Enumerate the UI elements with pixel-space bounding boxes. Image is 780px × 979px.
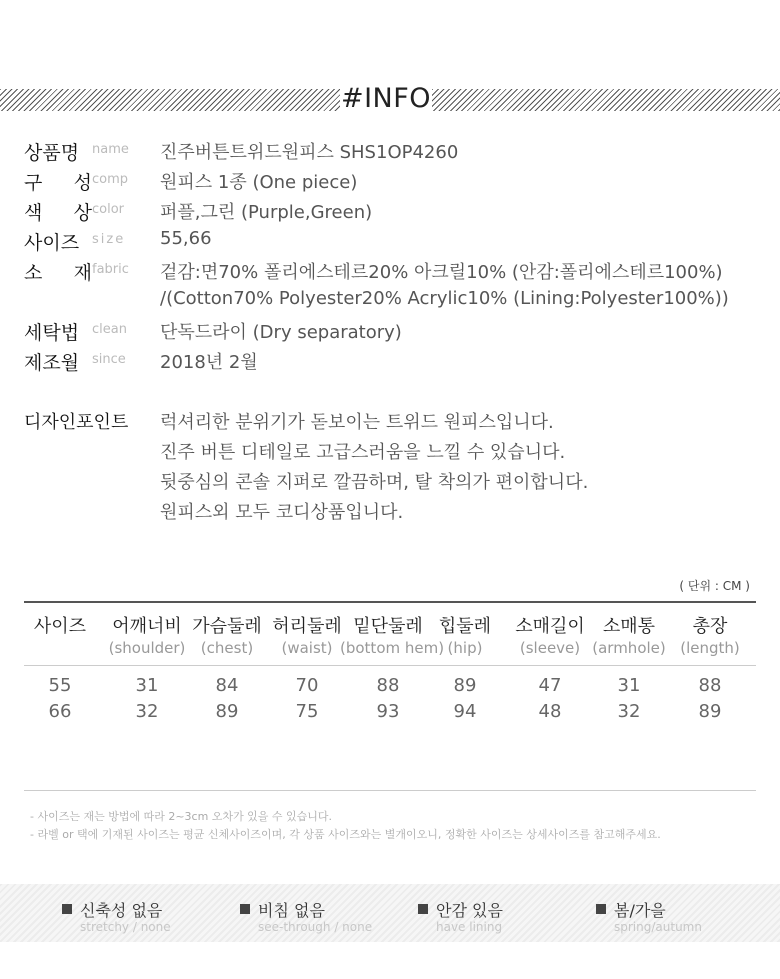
size-col-subheader: (armhole) <box>592 639 666 657</box>
spec-value: 겉감:면70% 폴리에스테르20% 아크릴10% (안감:폴리에스테르100%) <box>160 262 723 283</box>
design-points-label: 디자인포인트 <box>24 412 129 433</box>
size-cell: 75 <box>295 701 319 722</box>
size-col-subheader: (chest) <box>200 639 254 657</box>
feature-sublabel: spring/autumn <box>614 920 702 934</box>
size-unit: ( 단위 : CM ) <box>679 579 750 593</box>
size-col-header: 허리둘레 <box>272 616 342 637</box>
feature-sublabel: see-through / none <box>258 920 373 934</box>
square-bullet-icon <box>596 904 606 914</box>
size-cell: 89 <box>453 675 477 696</box>
size-col-subheader: (shoulder) <box>108 639 186 657</box>
square-bullet-icon <box>240 904 250 914</box>
size-cell: 89 <box>698 701 722 722</box>
spec-value-continued: /(Cotton70% Polyester20% Acrylic10% (Lining:Polyester100%)) <box>160 288 729 309</box>
size-cell: 94 <box>453 701 477 722</box>
size-col-header: 사이즈 <box>33 616 87 637</box>
size-cell: 88 <box>376 675 400 696</box>
spec-label: 세탁법 <box>24 322 80 344</box>
size-cell: 32 <box>135 701 159 722</box>
design-point-line: 진주 버튼 디테일로 고급스러움을 느낄 수 있습니다. <box>160 442 566 463</box>
size-cell: 70 <box>295 675 319 696</box>
spec-value: 원피스 1종 (One piece) <box>160 172 358 193</box>
size-col-subheader: (sleeve) <box>519 639 581 657</box>
size-cell: 89 <box>215 701 239 722</box>
header-stripes-right <box>432 89 780 111</box>
size-cell: 84 <box>215 675 239 696</box>
design-point-line: 뒷중심의 콘솔 지퍼로 깔끔하며, 탈 착의가 편이합니다. <box>160 472 589 493</box>
note-line: - 사이즈는 재는 방법에 따라 2~3cm 오차가 있을 수 있습니다. <box>30 810 333 823</box>
size-table-divider <box>24 665 756 666</box>
spec-value: 진주버튼트위드원피스 SHS1OP4260 <box>160 142 459 163</box>
spec-label: 제조월 <box>24 352 80 374</box>
spec-label: 사이즈 <box>24 232 80 254</box>
size-col-header: 밑단둘레 <box>353 616 423 637</box>
spec-sublabel: clean <box>92 322 127 337</box>
size-cell: 31 <box>617 675 641 696</box>
size-cell: 31 <box>135 675 159 696</box>
note-line: - 라벨 or 택에 기재된 사이즈는 평균 신체사이즈이며, 각 상품 사이즈와는 별개이오니, 정확한 사이즈는 상세사이즈를 참고해주세요. <box>30 828 661 841</box>
feature-label: 안감 있음 <box>436 901 503 920</box>
spec-label: 상품명 <box>24 142 80 164</box>
size-notes <box>30 808 661 844</box>
feature-bar <box>0 884 780 942</box>
spec-label: 소 재 <box>24 262 92 284</box>
spec-value: 2018년 2월 <box>160 352 258 373</box>
size-col-subheader: (waist) <box>281 639 333 657</box>
spec-sublabel: fabric <box>92 262 129 277</box>
feature-label: 봄/가을 <box>614 901 666 920</box>
info-title: #INFO <box>340 83 432 114</box>
spec-sublabel: name <box>92 142 129 157</box>
size-col-subheader: (length) <box>680 639 740 657</box>
size-cell: 32 <box>617 701 641 722</box>
size-cell: 48 <box>538 701 562 722</box>
design-point-line: 럭셔리한 분위기가 돋보이는 트위드 원피스입니다. <box>160 412 554 433</box>
design-points <box>160 408 588 528</box>
design-point-line: 원피스외 모두 코디상품입니다. <box>160 502 404 523</box>
spec-value: 55,66 <box>160 228 212 249</box>
size-cell: 55 <box>48 675 72 696</box>
size-col-subheader: (hip) <box>447 639 483 657</box>
size-col-subheader: (bottom hem) <box>340 639 445 657</box>
spec-sublabel: since <box>92 352 126 367</box>
size-cell: 47 <box>538 675 562 696</box>
spec-label: 색 상 <box>24 202 92 224</box>
size-col-header: 소매통 <box>602 616 656 637</box>
size-table-top-rule <box>24 601 756 603</box>
feature-sublabel: have lining <box>436 920 503 934</box>
spec-label: 구 성 <box>24 172 92 194</box>
spec-sublabel: comp <box>92 172 129 187</box>
spec-value: 퍼플,그린 (Purple,Green) <box>160 202 373 223</box>
feature-sublabel: stretchy / none <box>80 920 171 934</box>
notes-divider <box>24 790 756 791</box>
size-cell: 93 <box>376 701 400 722</box>
size-cell: 66 <box>48 701 72 722</box>
square-bullet-icon <box>62 904 72 914</box>
header-stripes-left <box>0 89 340 111</box>
size-col-header: 어깨너비 <box>112 616 182 637</box>
size-col-header: 소매길이 <box>515 616 585 637</box>
feature-label: 신축성 없음 <box>80 901 163 920</box>
info-header <box>0 84 780 114</box>
size-cell: 88 <box>698 675 722 696</box>
feature-label: 비침 없음 <box>258 901 325 920</box>
size-col-header: 총장 <box>692 616 728 637</box>
spec-sublabel: size <box>92 232 126 247</box>
spec-sublabel: color <box>92 202 125 217</box>
square-bullet-icon <box>418 904 428 914</box>
size-col-header: 가슴둘레 <box>192 616 262 637</box>
spec-value: 단독드라이 (Dry separatory) <box>160 322 402 343</box>
size-col-header: 힙둘레 <box>438 616 492 637</box>
